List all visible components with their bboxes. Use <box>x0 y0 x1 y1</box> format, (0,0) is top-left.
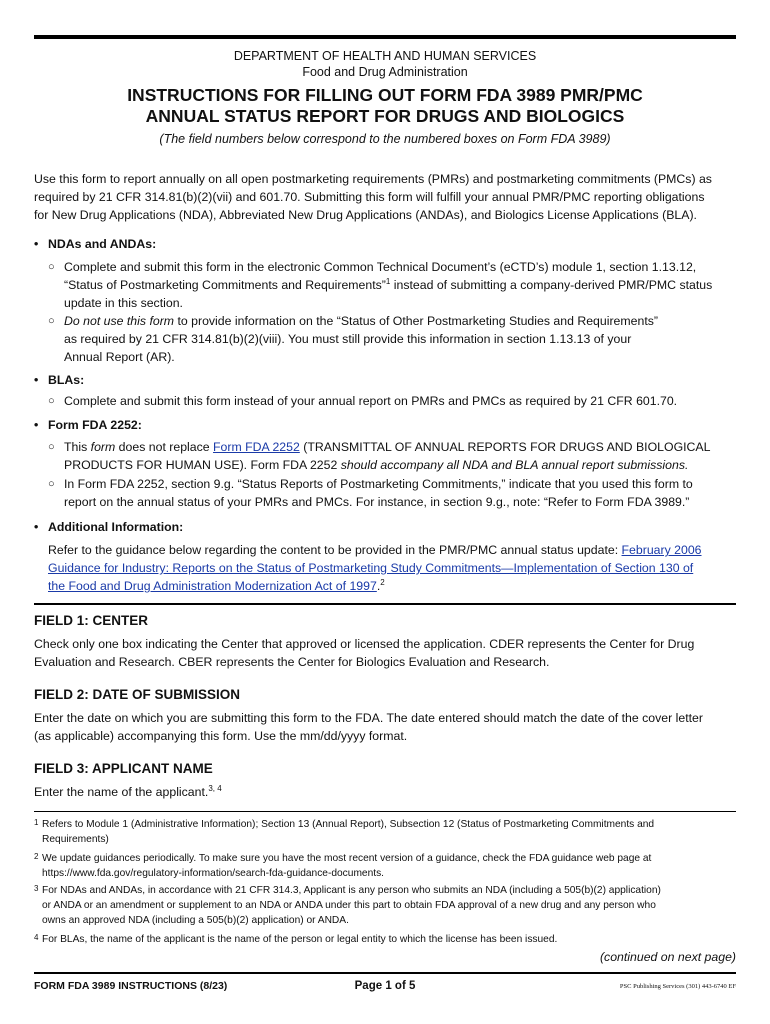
footnote-divider <box>34 811 736 812</box>
page-title-line1: INSTRUCTIONS FOR FILLING OUT FORM FDA 3989 PMR/PMC <box>127 85 643 105</box>
list-item: ○ Complete and submit this form in the electronic Common Technical Document’s (eCTD’s) module 1, section 1.13.12, “Status of Postmarketing Commitments and Requirements”$^1$ instead of submitting a company-derived PMR/PMC status update in this section. <box>48 260 713 310</box>
intro-line: required by 21 CFR 314.81(b)(2)(vii) and 601.70. Submitting this form will fulfill your annual PMR/PMC reporting obligations <box>34 190 705 204</box>
footer-rule <box>34 972 736 974</box>
list-item: ○ Complete and submit this form instead of your annual report on PMRs and PMCs as required by 21 CFR 601.70. <box>48 394 678 408</box>
bullet-form-2252 <box>34 416 142 434</box>
list-item: ○ Do not use this form to provide information on the “Status of Other Postmarketing Studies and Requirements” as required by 21 CFR 314.81(b)(2)(viii). You must still provide this information in section 1.13.13 of your Annual Report (AR). <box>48 314 658 364</box>
circle-bullet-icon: ○ <box>48 261 55 273</box>
bullet-heading: Form FDA 2252: <box>48 418 142 432</box>
guidance-link[interactable]: Guidance for Industry: Reports on the Status of Postmarketing Study Commitments—Implementation of Section 130 of <box>48 561 694 575</box>
form-identifier: FORM FDA 3989 INSTRUCTIONS (8/23) <box>34 980 228 992</box>
bullet-heading: BLAs: <box>48 373 85 387</box>
bullet-dot-icon: • <box>34 418 39 432</box>
section-divider <box>34 603 736 605</box>
bullet-dot-icon: • <box>34 520 39 534</box>
bullet-dot-icon: • <box>34 373 39 387</box>
page-number: Page 1 of 5 <box>354 980 416 992</box>
footnote-ref: 3, 4 <box>208 783 222 793</box>
guidance-link[interactable]: February 2006 <box>621 543 702 557</box>
intro-paragraph <box>34 170 736 224</box>
circle-bullet-icon: ○ <box>48 478 55 490</box>
intro-line: Use this form to report annually on all open postmarketing requirements (PMRs) and postmarketing commitments (PMCs) as <box>34 172 712 186</box>
agency-name: Food and Drug Administration <box>302 65 468 79</box>
footnote: 3 For NDAs and ANDAs, in accordance with 21 CFR 314.3, Applicant is any person who submits an NDA (including a 505(b)(2) application) or ANDA or an amendment or supplement to an NDA or ANDA under this part to obtain FDA approval of a new drug and any person who owns an approved NDA (including a 505(b)(2) application) or ANDA. <box>34 884 661 926</box>
footnote: 2 We update guidances periodically. To make sure you have the most recent version of a guidance, check the FDA guidance web page at https://www.fda.gov/regulatory-information/search-fda-guidance-documents. <box>34 852 652 879</box>
list-item: ○ In Form FDA 2252, section 9.g. “Status Reports of Postmarketing Commitments,” indicate that you used this form to report on the annual status of your PMRs and PMCs. For instance, in section 9.g., note: “Refer to Form FDA 3989.” <box>48 477 693 509</box>
field-1-text: Check only one box indicating the Center that approved or licensed the application. CDER represents the Center for Drug Evaluation and Research. CBER represents the Center for Biologics Evaluation and Research. <box>34 637 695 669</box>
bullet-heading: Additional Information: <box>48 520 184 534</box>
intro-line: for New Drug Applications (NDA), Abbreviated New Drug Applications (ANDAs), and Biologics License Applications (BLA). <box>34 208 697 222</box>
department-name: DEPARTMENT OF HEALTH AND HUMAN SERVICES <box>233 49 537 63</box>
field-3-heading: FIELD 3: APPLICANT NAME <box>34 761 213 776</box>
bullet-ndas <box>34 235 156 253</box>
bullet-additional-info <box>34 518 183 536</box>
continued-note: (continued on next page) <box>599 950 736 964</box>
form-2252-link[interactable]: Form FDA 2252 <box>213 440 300 454</box>
field-2-text: Enter the date on which you are submitting this form to the FDA. The date entered should match the date of the cover letter (as applicable) accompanying this form. Use the mm/dd/yyyy format. <box>34 711 703 743</box>
footnote: 4 For BLAs, the name of the applicant is the name of the person or legal entity to which the license has been issued. <box>34 933 558 945</box>
bullet-blas <box>34 371 84 389</box>
field-2-heading: FIELD 2: DATE OF SUBMISSION <box>34 687 241 702</box>
top-rule <box>34 35 736 39</box>
field-1-heading: FIELD 1: CENTER <box>34 613 149 628</box>
publisher-credit: PSC Publishing Services (301) 443-6740 EF <box>619 983 736 990</box>
footnote-ref: 2 <box>380 577 385 587</box>
guidance-link[interactable]: the Food and Drug Administration Modernization Act of 1997 <box>48 579 377 593</box>
footnote-ref: 1 <box>385 276 391 286</box>
list-item: ○ This form does not replace Form FDA 2252 (TRANSMITTAL OF ANNUAL REPORTS FOR DRUGS AND BIOLOGICAL PRODUCTS FOR HUMAN USE). Form FDA 2252 should accompany all NDA and BLA annual report submissions. <box>48 440 711 472</box>
additional-info-paragraph: Refer to the guidance below regarding the content to be provided in the PMR/PMC annual status update: February 2006 Guidance for Industry: Reports on the Status of Postmarketing Study Commitments—Implementation of Section 130 of the Food and Drug Administration Modernization Act of 1997.$^2$ <box>48 543 702 593</box>
page-title-line2: ANNUAL STATUS REPORT FOR DRUGS AND BIOLOGICS <box>145 106 625 126</box>
bullet-dot-icon: • <box>34 237 39 251</box>
bullet-heading: NDAs and ANDAs: <box>48 237 157 251</box>
page-subtitle: (The field numbers below correspond to the numbered boxes on Form FDA 3989) <box>159 132 611 146</box>
field-3-text: Enter the name of the applicant.$^{3, 4}$ <box>34 783 222 799</box>
circle-bullet-icon: ○ <box>48 315 55 327</box>
footnote: 1 Refers to Module 1 (Administrative Information); Section 13 (Annual Report), Subsection 12 (Status of Postmarketing Commitments and Requirements) <box>34 818 655 845</box>
circle-bullet-icon: ○ <box>48 395 55 407</box>
circle-bullet-icon: ○ <box>48 441 55 453</box>
